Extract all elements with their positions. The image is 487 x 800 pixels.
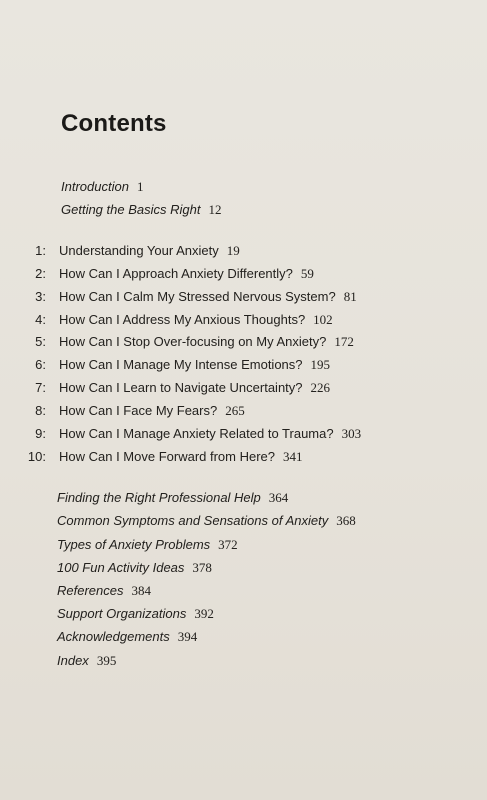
toc-entry-label: How Can I Address My Anxious Thoughts? [59,312,306,327]
toc-chapter-7[interactable] [35,380,331,396]
toc-entry-back-1[interactable] [57,513,356,529]
toc-entry-front-0[interactable] [61,179,143,195]
toc-entry-label: How Can I Move Forward from Here? [59,449,276,464]
toc-page-number: 364 [268,490,289,505]
toc-page-number: 1 [136,179,144,194]
chapter-number: 7: [35,380,46,395]
toc-entry-label: Finding the Right Professional Help [57,490,261,505]
toc-page-number: 372 [218,537,238,552]
toc-entry-label: How Can I Approach Anxiety Differently? [59,266,293,281]
toc-entry-back-0[interactable] [57,490,288,506]
toc-page-number: 341 [283,449,303,464]
toc-page-number: 19 [226,243,240,258]
toc-chapter-9[interactable] [35,426,362,442]
toc-entry-label: Common Symptoms and Sensations of Anxiety [57,513,329,528]
toc-entry-label: Index [57,653,89,668]
chapter-number: 10: [27,449,46,464]
toc-page-number: 303 [341,426,362,441]
toc-chapter-6[interactable] [35,357,331,373]
toc-chapter-5[interactable] [35,334,354,350]
toc-entry-back-4[interactable] [57,583,151,599]
toc-chapter-10[interactable] [27,449,303,465]
chapter-number: 8: [35,403,46,418]
chapter-number: 5: [35,334,46,349]
toc-entry-label: How Can I Manage Anxiety Related to Trauma? [59,426,334,441]
chapter-number: 3: [35,289,46,304]
toc-entry-back-6[interactable] [57,629,197,645]
toc-entry-label: 100 Fun Activity Ideas [57,560,185,575]
toc-entry-back-2[interactable] [57,537,238,553]
toc-page-number: 368 [336,513,356,528]
toc-entry-label: How Can I Stop Over-focusing on My Anxiety? [59,334,327,349]
toc-entry-label: Acknowledgements [57,629,170,644]
toc-entry-label: How Can I Learn to Navigate Uncertainty? [59,380,303,395]
toc-chapter-1[interactable] [35,243,240,259]
chapter-number: 1: [35,243,46,258]
chapter-number: 6: [35,357,46,372]
toc-entry-label: Types of Anxiety Problems [57,537,211,552]
toc-page-number: 102 [313,312,333,327]
page-title: Contents [61,110,167,137]
toc-entry-label: Introduction [61,179,129,194]
toc-entry-back-7[interactable] [57,653,116,669]
toc-page-number: 394 [177,629,198,644]
toc-page-number: 395 [96,653,117,668]
toc-page-number: 195 [310,357,331,372]
toc-entry-front-1[interactable] [61,202,221,218]
toc-page-number: 226 [310,380,331,395]
chapter-number: 4: [35,312,46,327]
toc-chapter-8[interactable] [35,403,245,419]
toc-entry-back-3[interactable] [57,560,212,576]
toc-page-number: 81 [343,289,357,304]
toc-chapter-2[interactable] [35,266,314,282]
toc-page-number: 392 [194,606,214,621]
toc-page-number: 12 [208,202,222,217]
toc-page-number: 172 [334,334,354,349]
toc-page-number: 265 [225,403,245,418]
toc-entry-label: How Can I Calm My Stressed Nervous System? [59,289,336,304]
toc-entry-label: Support Organizations [57,606,187,621]
toc-entry-label: How Can I Face My Fears? [59,403,218,418]
toc-entry-back-5[interactable] [57,606,214,622]
toc-entry-label: How Can I Manage My Intense Emotions? [59,357,303,372]
toc-chapter-4[interactable] [35,312,333,328]
chapter-number: 2: [35,266,46,281]
toc-page-number: 378 [192,560,212,575]
toc-entry-label: Getting the Basics Right [61,202,201,217]
toc-entry-label: Understanding Your Anxiety [59,243,219,258]
toc-entry-label: References [57,583,124,598]
toc-page-number: 384 [131,583,151,598]
toc-page-number: 59 [300,266,314,281]
chapter-number: 9: [35,426,46,441]
toc-chapter-3[interactable] [35,289,357,305]
